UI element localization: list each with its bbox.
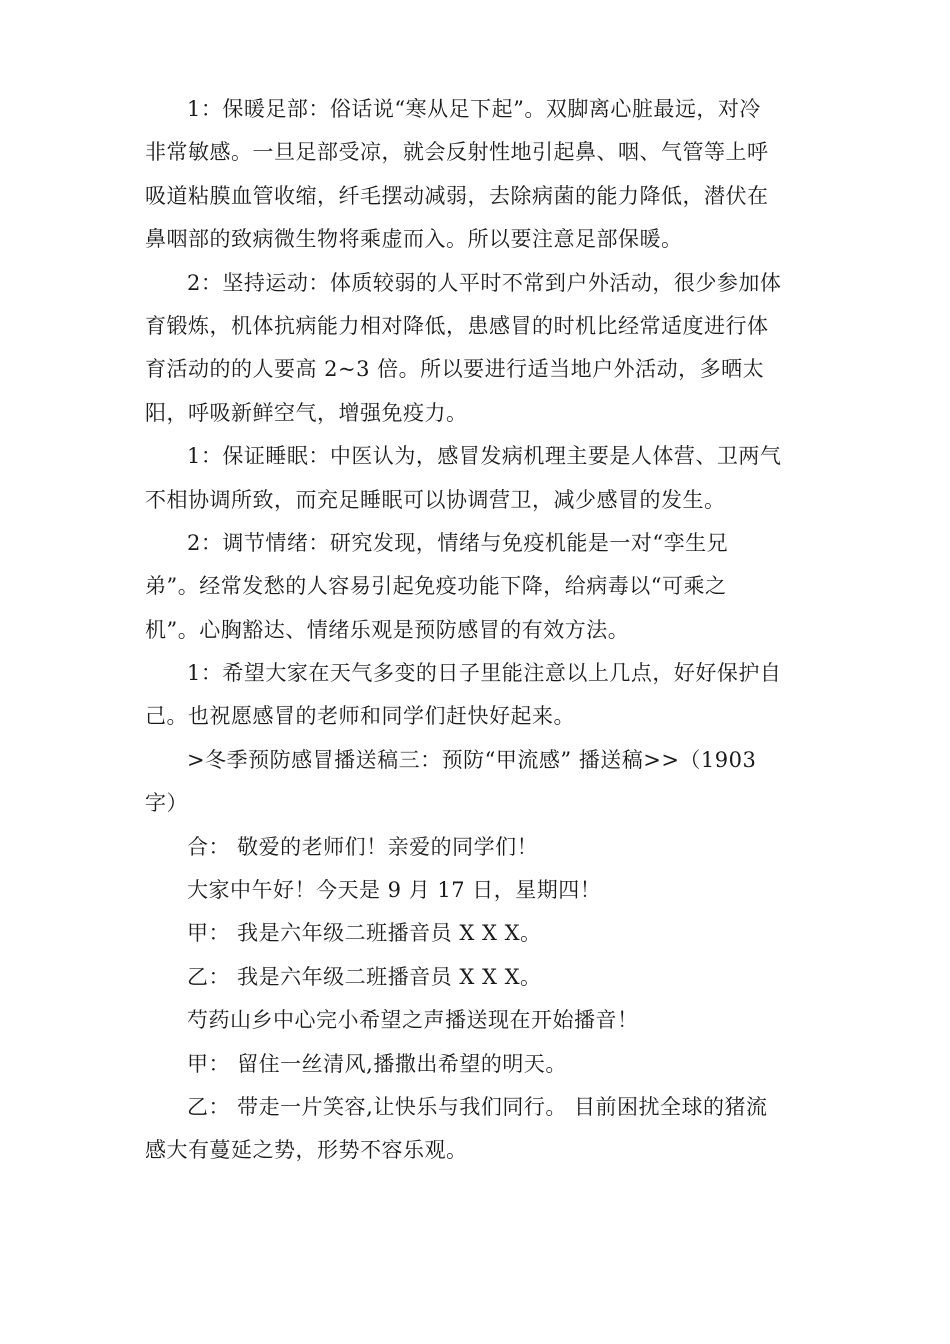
text-line: 乙： 我是六年级二班播音员 X X X。 [187, 964, 542, 989]
text-line: 1：希望大家在天气多变的日子里能注意以上几点，好好保护自 [187, 661, 782, 686]
text-line: 2：调节情绪：研究发现，情绪与免疫机能是一对“孪生兄 [187, 530, 729, 555]
text-line: 芍药山乡中心完小希望之声播送现在开始播音！ [187, 1008, 639, 1033]
text-line: 弟”。经常发愁的人容易引起免疫功能下降，给病毒以“可乘之 [145, 574, 727, 599]
text-line: 鼻咽部的致病微生物将乘虚而入。所以要注意足部保暖。 [145, 227, 683, 252]
text-line: 不相协调所致，而充足睡眠可以协调营卫，减少感冒的发生。 [145, 487, 726, 512]
text-line: 非常敏感。一旦足部受凉，就会反射性地引起鼻、咽、气管等上呼 [145, 140, 769, 165]
text-line: 吸道粘膜血管收缩，纤毛摆动减弱，去除病菌的能力降低，潜伏在 [145, 183, 769, 208]
text-line: 甲： 留住一丝清风,播撒出希望的明天。 [187, 1051, 567, 1076]
document-body [145, 88, 815, 1173]
text-line: 1：保暖足部：俗话说“寒从足下起”。双脚离心脏最远，对冷 [187, 97, 761, 121]
text-line: 大家中午好！今天是 9 月 17 日，星期四！ [187, 878, 602, 903]
text-line: 2：坚持运动：体质较弱的人平时不常到户外活动，很少参加体 [187, 270, 782, 295]
text-line: 阳，呼吸新鲜空气，增强免疫力。 [145, 400, 468, 425]
text-line: 育活动的的人要高 2~3 倍。所以要进行适当地户外活动，多晒太 [145, 357, 765, 382]
text-line: 合： 敬爱的老师们！亲爱的同学们！ [187, 834, 539, 859]
text-line: >冬季预防感冒播送稿三：预防“甲流感” 播送稿>>（1903 [187, 747, 757, 772]
text-line: 乙： 带走一片笑容,让快乐与我们同行。 目前困扰全球的猪流 [187, 1094, 768, 1119]
text-line: 字） [145, 791, 188, 816]
text-line: 1：保证睡眠：中医认为，感冒发病机理主要是人体营、卫两气 [187, 444, 782, 469]
text-line: 己。也祝愿感冒的老师和同学们赶快好起来。 [145, 704, 575, 729]
text-line: 感大有蔓延之势，形势不容乐观。 [145, 1138, 468, 1163]
text-line: 机”。心胸豁达、情绪乐观是预防感冒的有效方法。 [145, 617, 630, 642]
text-line: 甲： 我是六年级二班播音员 X X X。 [187, 921, 542, 946]
text-line: 育锻炼，机体抗病能力相对降低，患感冒的时机比经常适度进行体 [145, 313, 769, 338]
